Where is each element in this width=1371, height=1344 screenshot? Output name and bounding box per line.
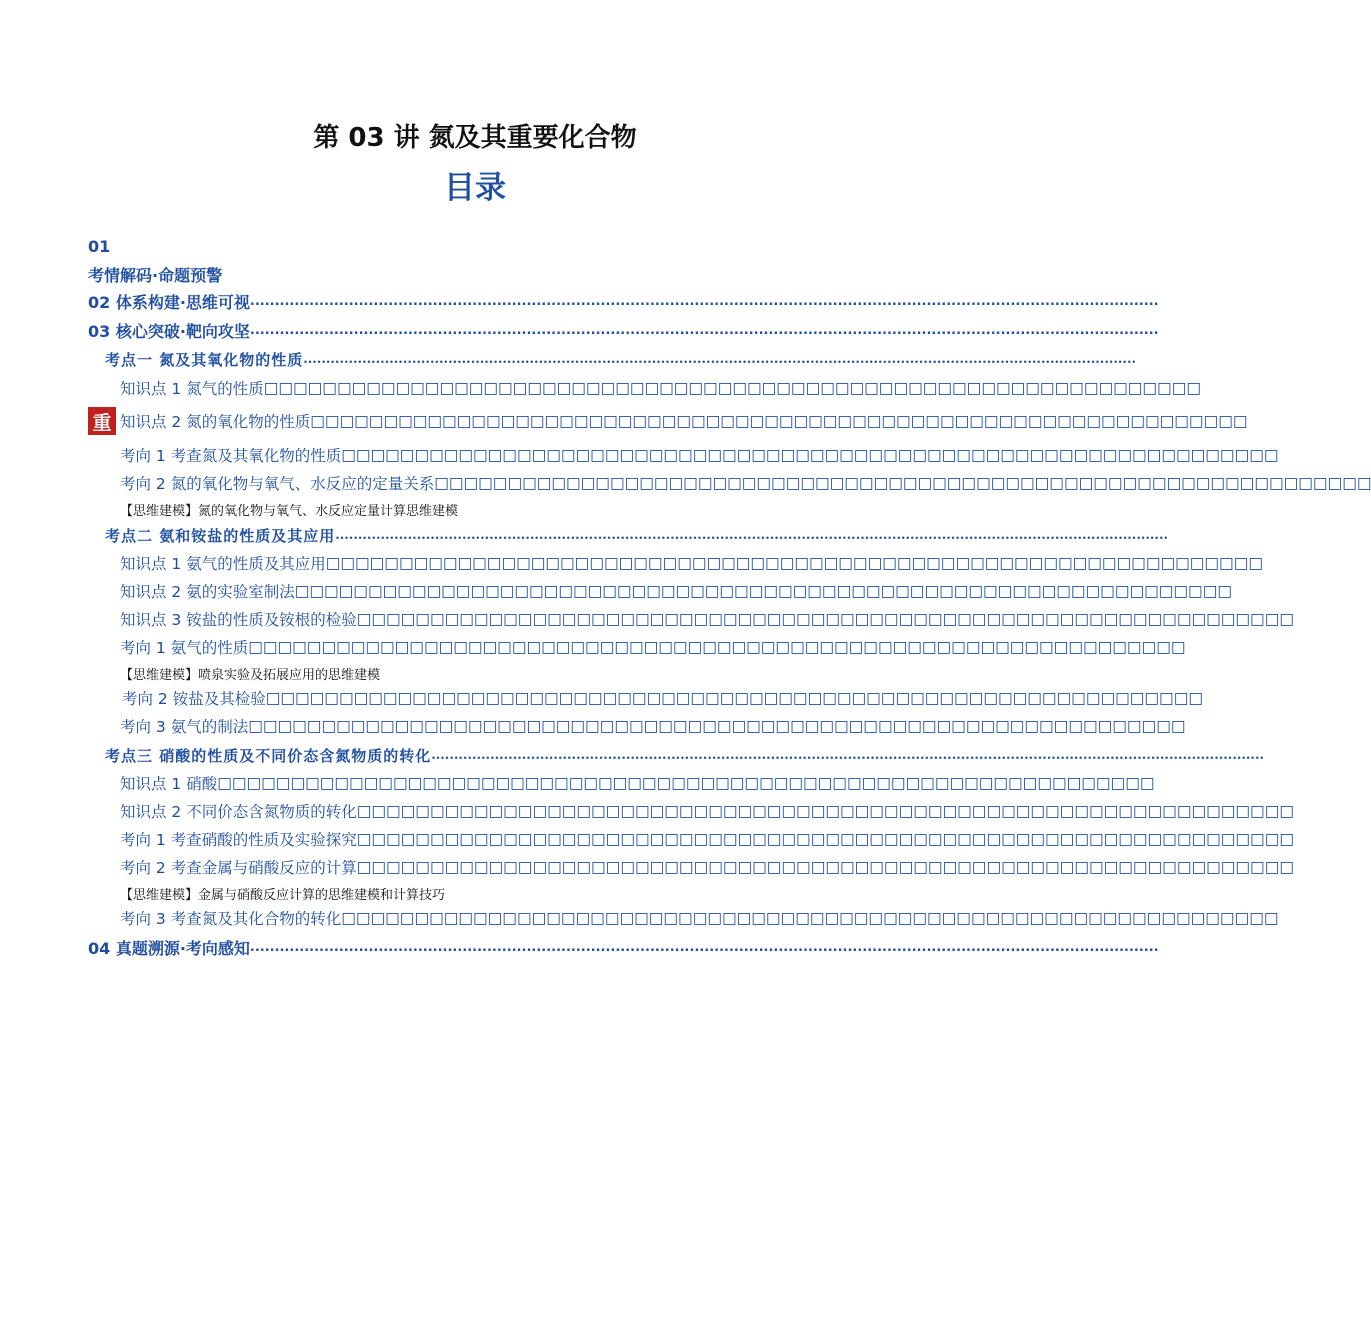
toc-kaodian-3[interactable]: 考点三 硝酸的性质及不同价态含氮物质的转化 ........................................................................................................................................................................................: [105, 746, 1264, 765]
dot-leader: ........................................................................................................................................................................................: [249, 939, 1159, 955]
toc-section-01-number[interactable]: 01: [88, 236, 111, 256]
toc-kp3-note[interactable]: 【思维建模】金属与硝酸反应计算的思维建模和计算技巧: [120, 887, 446, 903]
toc-kaodian-1[interactable]: 考点一 氮及其氧化物的性质 ........................................................................................................................................................................................: [105, 350, 1136, 369]
toc-kp1-item[interactable]: 考向 2 氮的氧化物与氧气、水反应的定量关系 □□□□□□□□□□□□□□□□□□□□□□□□□□□□□□□□□□□□□□□□□□□□□□□□□□□□□□□□□□□□□□□□: [120, 474, 1371, 493]
toc-kp1-item[interactable]: 考向 1 考查氮及其氧化物的性质 □□□□□□□□□□□□□□□□□□□□□□□□□□□□□□□□□□□□□□□□□□□□□□□□□□□□□□□□□□□□□□□□: [120, 446, 1279, 465]
box-leader: □□□□□□□□□□□□□□□□□□□□□□□□□□□□□□□□□□□□□□□□□□□□□□□□□□□□□□□□□□□□□□□□: [341, 909, 1279, 927]
dot-leader: ........................................................................................................................................................................................: [303, 351, 1136, 367]
toc-section-02[interactable]: 02 体系构建·思维可视 ........................................................................................................................................................................................: [88, 292, 1159, 312]
document-title: 第 03 讲 氮及其重要化合物: [313, 123, 637, 153]
toc-section-03[interactable]: 03 核心突破·靶向攻坚 ........................................................................................................................................................................................: [88, 321, 1159, 341]
box-leader: □□□□□□□□□□□□□□□□□□□□□□□□□□□□□□□□□□□□□□□□□□□□□□□□□□□□□□□□□□□□□□□□: [294, 582, 1232, 600]
box-leader: □□□□□□□□□□□□□□□□□□□□□□□□□□□□□□□□□□□□□□□□□□□□□□□□□□□□□□□□□□□□□□□□: [341, 446, 1279, 464]
toc-section-01-title[interactable]: 考情解码·命题预警: [88, 265, 223, 285]
box-leader: □□□□□□□□□□□□□□□□□□□□□□□□□□□□□□□□□□□□□□□□□□□□□□□□□□□□□□□□□□□□□□□□: [263, 379, 1201, 397]
box-leader: □□□□□□□□□□□□□□□□□□□□□□□□□□□□□□□□□□□□□□□□□□□□□□□□□□□□□□□□□□□□□□□□: [310, 412, 1248, 430]
key-point-badge: 重: [88, 407, 116, 435]
box-leader: □□□□□□□□□□□□□□□□□□□□□□□□□□□□□□□□□□□□□□□□□□□□□□□□□□□□□□□□□□□□□□□□: [265, 689, 1203, 707]
toc-kp3-item[interactable]: 考向 1 考查硝酸的性质及实验探究 □□□□□□□□□□□□□□□□□□□□□□□□□□□□□□□□□□□□□□□□□□□□□□□□□□□□□□□□□□□□□□□□: [120, 830, 1294, 849]
toc-kp1-note[interactable]: 【思维建模】氮的氧化物与氧气、水反应定量计算思维建模: [120, 503, 459, 519]
box-leader: □□□□□□□□□□□□□□□□□□□□□□□□□□□□□□□□□□□□□□□□□□□□□□□□□□□□□□□□□□□□□□□□: [325, 554, 1263, 572]
toc-section-04[interactable]: 04 真题溯源·考向感知 ........................................................................................................................................................................................: [88, 938, 1159, 958]
toc-kp3-item[interactable]: 考向 2 考查金属与硝酸反应的计算 □□□□□□□□□□□□□□□□□□□□□□□□□□□□□□□□□□□□□□□□□□□□□□□□□□□□□□□□□□□□□□□□: [120, 858, 1294, 877]
box-leader: □□□□□□□□□□□□□□□□□□□□□□□□□□□□□□□□□□□□□□□□□□□□□□□□□□□□□□□□□□□□□□□□: [217, 774, 1155, 792]
box-leader: □□□□□□□□□□□□□□□□□□□□□□□□□□□□□□□□□□□□□□□□□□□□□□□□□□□□□□□□□□□□□□□□: [434, 474, 1371, 492]
dot-leader: ........................................................................................................................................................................................: [249, 322, 1159, 338]
box-leader: □□□□□□□□□□□□□□□□□□□□□□□□□□□□□□□□□□□□□□□□□□□□□□□□□□□□□□□□□□□□□□□□: [356, 858, 1294, 876]
toc-kp2-note[interactable]: 【思维建模】喷泉实验及拓展应用的思维建模: [120, 667, 381, 683]
toc-kp2-item[interactable]: 知识点 1 氨气的性质及其应用 □□□□□□□□□□□□□□□□□□□□□□□□□□□□□□□□□□□□□□□□□□□□□□□□□□□□□□□□□□□□□□□□: [120, 554, 1263, 573]
toc-kaodian-2[interactable]: 考点二 氨和铵盐的性质及其应用 ........................................................................................................................................................................................: [105, 526, 1168, 545]
toc-kp2-item[interactable]: 考向 3 氨气的制法 □□□□□□□□□□□□□□□□□□□□□□□□□□□□□□□□□□□□□□□□□□□□□□□□□□□□□□□□□□□□□□□□: [120, 717, 1186, 736]
box-leader: □□□□□□□□□□□□□□□□□□□□□□□□□□□□□□□□□□□□□□□□□□□□□□□□□□□□□□□□□□□□□□□□: [248, 638, 1186, 656]
toc-kp3-item[interactable]: 考向 3 考查氮及其化合物的转化 □□□□□□□□□□□□□□□□□□□□□□□□□□□□□□□□□□□□□□□□□□□□□□□□□□□□□□□□□□□□□□□□: [120, 909, 1279, 928]
toc-kp2-item[interactable]: 知识点 2 氨的实验室制法 □□□□□□□□□□□□□□□□□□□□□□□□□□□□□□□□□□□□□□□□□□□□□□□□□□□□□□□□□□□□□□□□: [120, 582, 1232, 601]
toc-kp3-item[interactable]: 知识点 2 不同价态含氮物质的转化 □□□□□□□□□□□□□□□□□□□□□□□□□□□□□□□□□□□□□□□□□□□□□□□□□□□□□□□□□□□□□□□□: [120, 802, 1294, 821]
box-leader: □□□□□□□□□□□□□□□□□□□□□□□□□□□□□□□□□□□□□□□□□□□□□□□□□□□□□□□□□□□□□□□□: [356, 610, 1294, 628]
toc-kp1-item[interactable]: 知识点 1 氮气的性质 □□□□□□□□□□□□□□□□□□□□□□□□□□□□□□□□□□□□□□□□□□□□□□□□□□□□□□□□□□□□□□□□: [120, 379, 1201, 398]
box-leader: □□□□□□□□□□□□□□□□□□□□□□□□□□□□□□□□□□□□□□□□□□□□□□□□□□□□□□□□□□□□□□□□: [356, 830, 1294, 848]
toc-kp2-item[interactable]: 考向 2 铵盐及其检验 □□□□□□□□□□□□□□□□□□□□□□□□□□□□□□□□□□□□□□□□□□□□□□□□□□□□□□□□□□□□□□□□: [122, 689, 1203, 708]
dot-leader: ........................................................................................................................................................................................: [335, 527, 1168, 543]
toc-kp3-item[interactable]: 知识点 1 硝酸 □□□□□□□□□□□□□□□□□□□□□□□□□□□□□□□□□□□□□□□□□□□□□□□□□□□□□□□□□□□□□□□□: [120, 774, 1155, 793]
toc-kp1-item[interactable]: 知识点 2 氮的氧化物的性质 □□□□□□□□□□□□□□□□□□□□□□□□□□□□□□□□□□□□□□□□□□□□□□□□□□□□□□□□□□□□□□□□: [120, 412, 1248, 431]
toc-kp2-item[interactable]: 考向 1 氨气的性质 □□□□□□□□□□□□□□□□□□□□□□□□□□□□□□□□□□□□□□□□□□□□□□□□□□□□□□□□□□□□□□□□: [120, 638, 1186, 657]
box-leader: □□□□□□□□□□□□□□□□□□□□□□□□□□□□□□□□□□□□□□□□□□□□□□□□□□□□□□□□□□□□□□□□: [356, 802, 1294, 820]
toc-title: 目录: [444, 170, 506, 206]
dot-leader: ........................................................................................................................................................................................: [249, 293, 1159, 309]
dot-leader: ........................................................................................................................................................................................: [431, 747, 1264, 763]
toc-kp2-item[interactable]: 知识点 3 铵盐的性质及铵根的检验 □□□□□□□□□□□□□□□□□□□□□□□□□□□□□□□□□□□□□□□□□□□□□□□□□□□□□□□□□□□□□□□□: [120, 610, 1294, 629]
box-leader: □□□□□□□□□□□□□□□□□□□□□□□□□□□□□□□□□□□□□□□□□□□□□□□□□□□□□□□□□□□□□□□□: [248, 717, 1186, 735]
